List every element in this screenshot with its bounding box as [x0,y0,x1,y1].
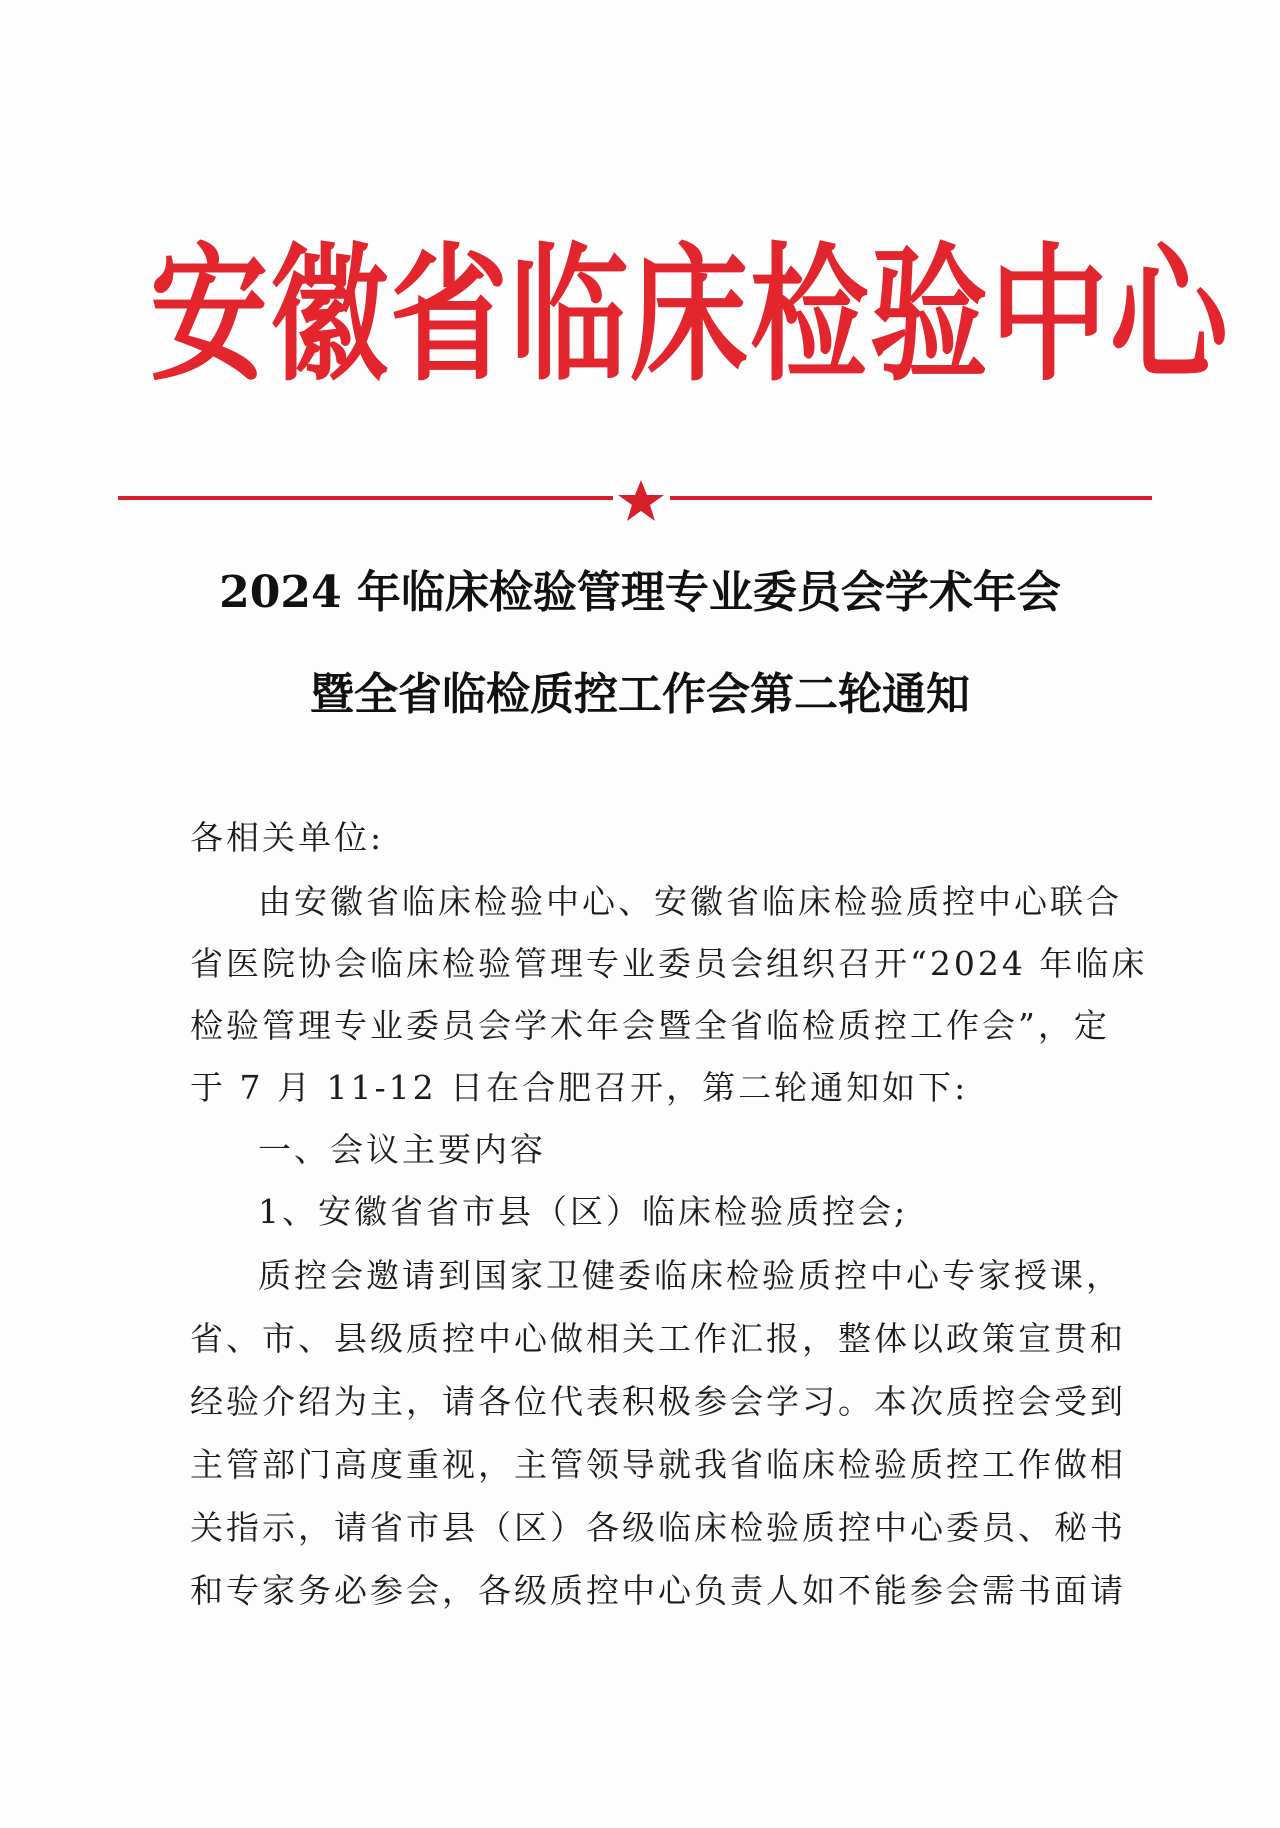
paragraph-line: 省医院协会临床检验管理专业委员会组织召开“2024 年临床 [190,944,1148,983]
paragraph-line: 和专家务必参会，各级质控中心负责人如不能参会需书面请 [190,1571,1126,1610]
paragraph-line: 经验介绍为主，请各位代表积极参会学习。本次质控会受到 [190,1382,1126,1421]
salutation: 各相关单位: [190,818,385,857]
paragraph-line: 由安徽省临床检验中心、安徽省临床检验质控中心联合 [258,882,1122,921]
paragraph-line: 关指示，请省市县（区）各级临床检验质控中心委员、秘书 [190,1508,1126,1547]
notice-title-line-1: 2024 年临床检验管理专业委员会学术年会 [219,567,1061,618]
notice-title-line-2: 暨全省临检质控工作会第二轮通知 [310,669,970,720]
masthead-title: 安徽省临床检验中心 [150,228,1231,402]
red-divider-right [670,496,1152,500]
item-heading: 1、安徽省省市县（区）临床检验质控会; [258,1192,909,1231]
paragraph-line: 主管部门高度重视，主管领导就我省临床检验质控工作做相 [190,1445,1126,1484]
red-divider-left [118,496,613,500]
paragraph-line: 检验管理专业委员会学术年会暨全省临检质控工作会”，定 [190,1006,1110,1045]
paragraph-line: 质控会邀请到国家卫健委临床检验质控中心专家授课， [258,1256,1122,1295]
section-heading: 一、会议主要内容 [258,1130,546,1169]
red-star-icon [614,478,668,524]
paragraph-line: 省、市、县级质控中心做相关工作汇报，整体以政策宣贯和 [190,1319,1126,1358]
paragraph-line: 于 7 月 11-12 日在合肥召开，第二轮通知如下: [190,1068,969,1107]
